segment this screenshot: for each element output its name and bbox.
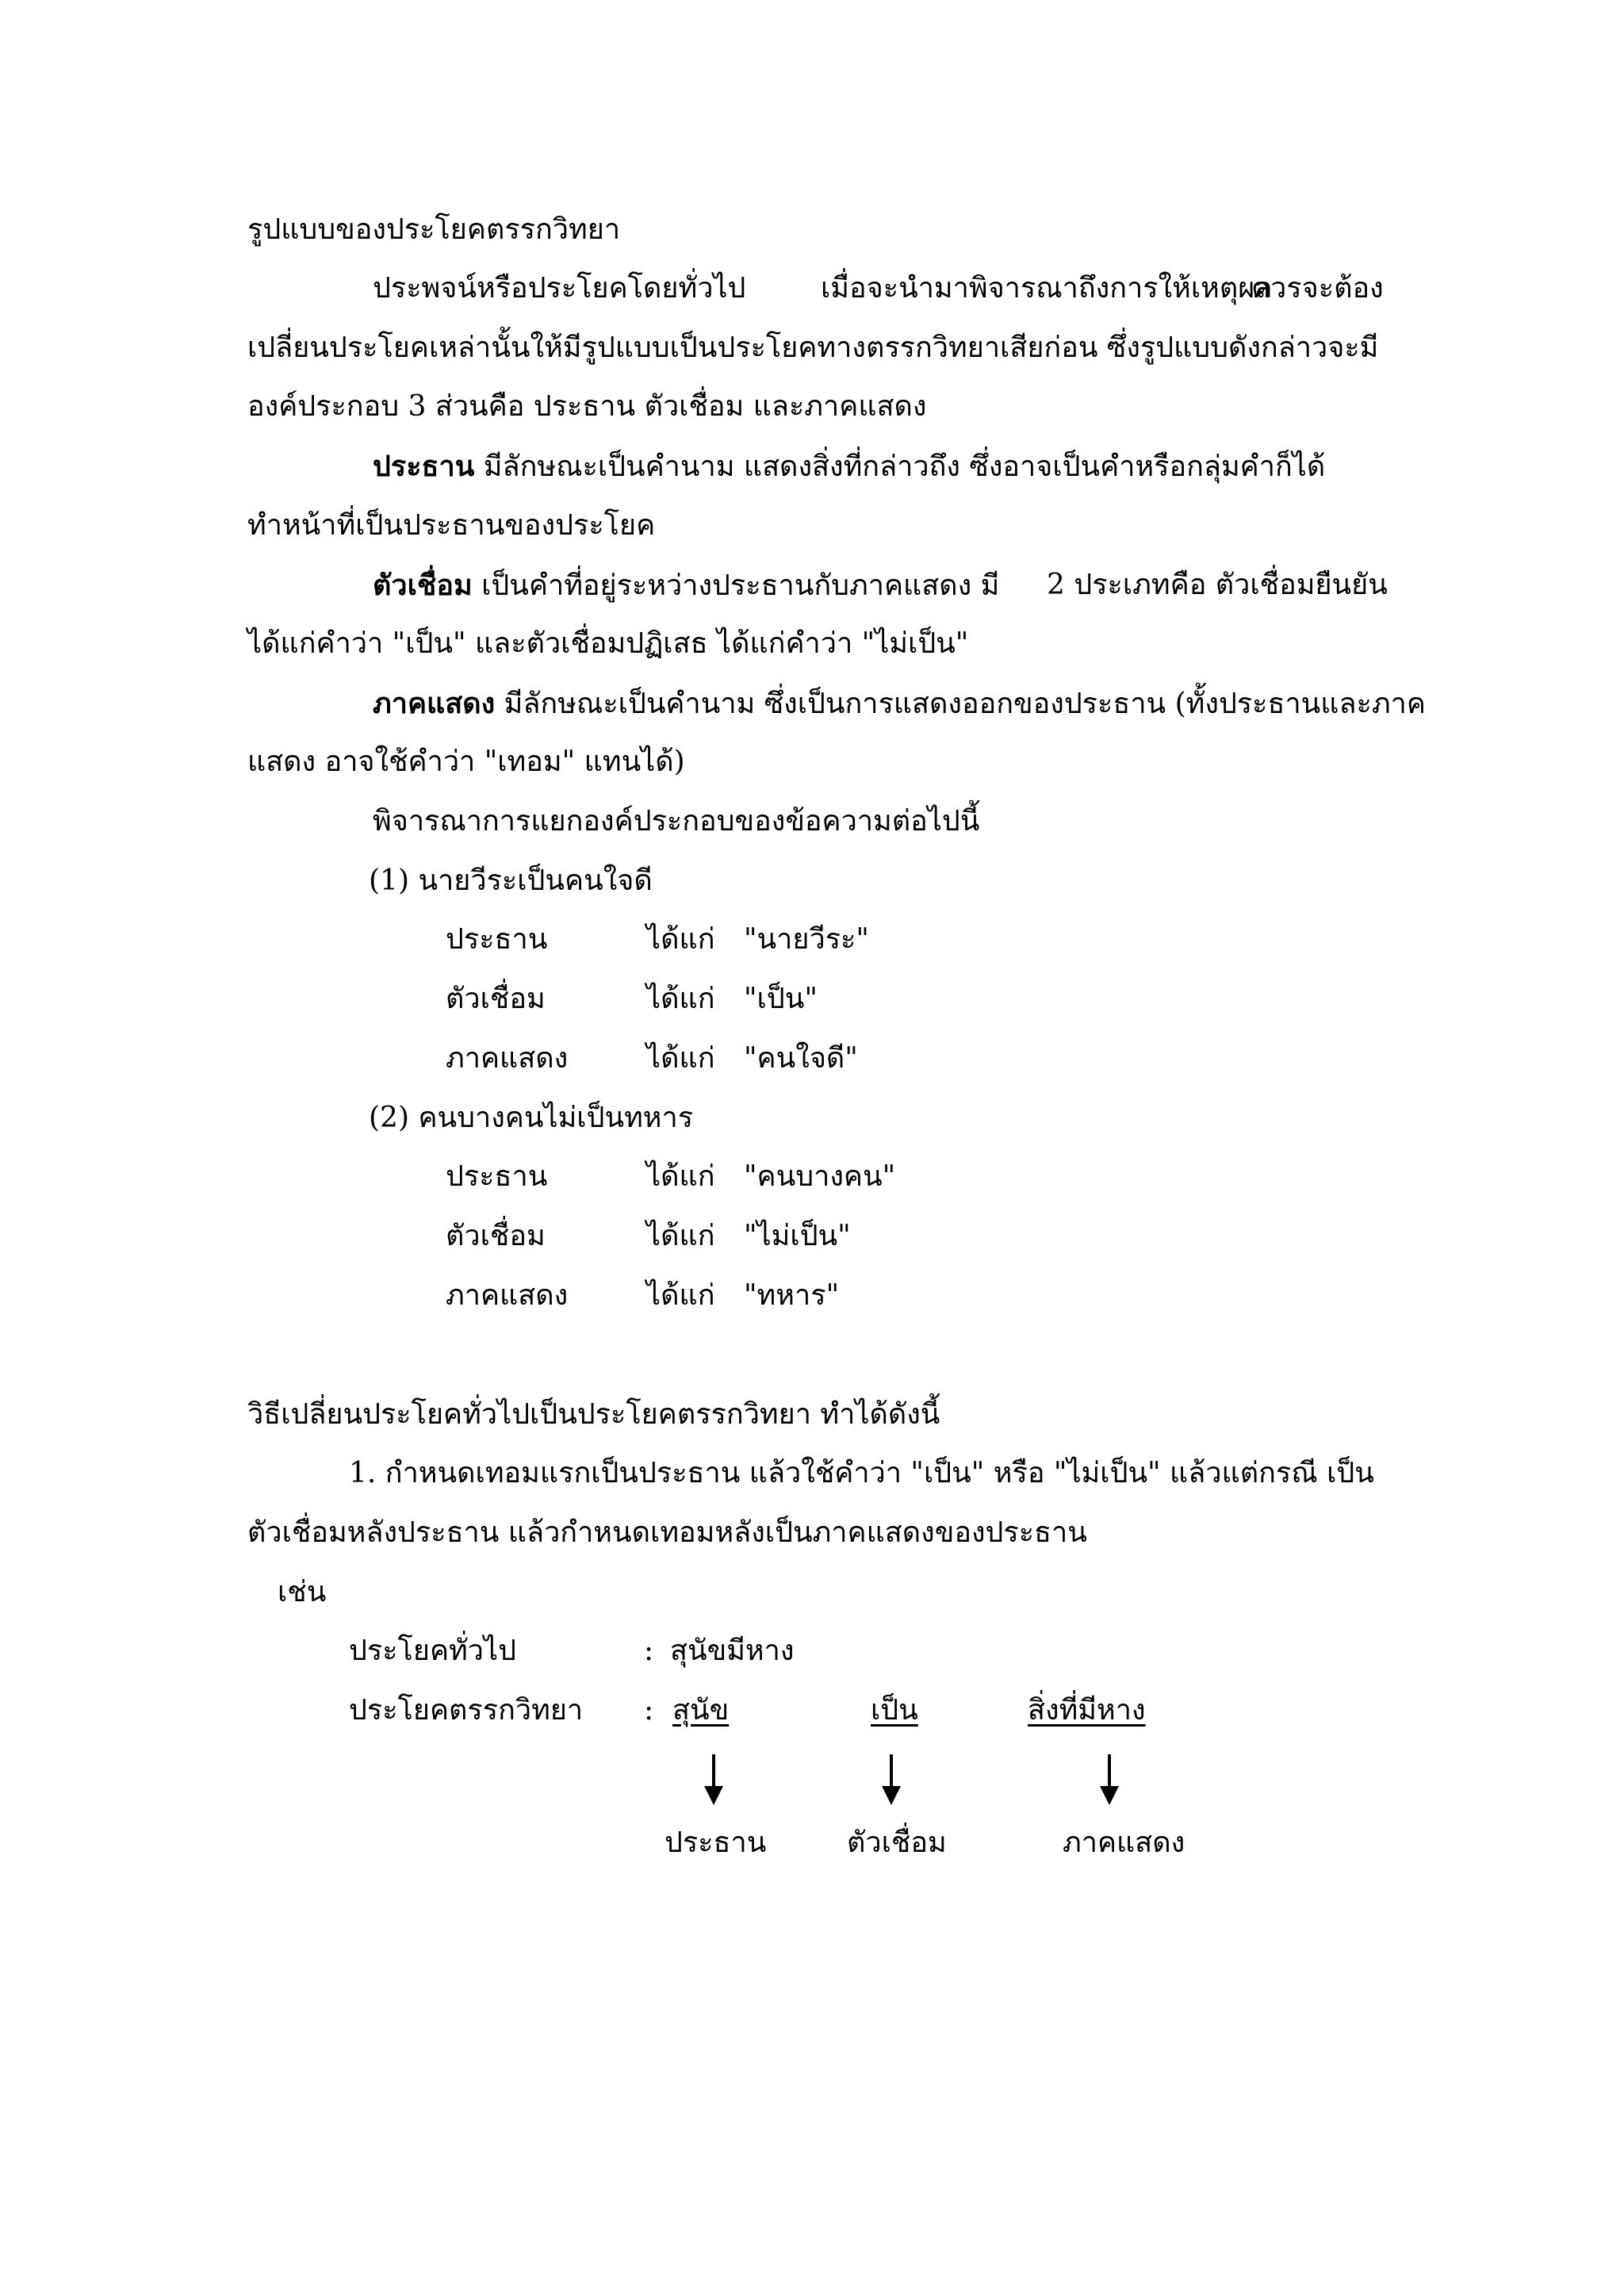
general-sentence-value: สุนัขมีหาง (670, 1635, 795, 1667)
example-2-heading: (2) คนบางคนไม่เป็นทหาร (369, 1102, 694, 1134)
predicate-definition-text: มีลักษณะเป็นคำนาม ซึ่งเป็นการแสดงออกของประธาน (ทั้งประธานและภาค (495, 688, 1426, 720)
example-2-row-value: "คนบางคน" (744, 1160, 896, 1193)
intro-line-3: องค์ประกอบ 3 ส่วนคือ ประธาน ตัวเชื่อม และภาคแสดง (247, 390, 927, 423)
example-2-row-label: ประธาน (446, 1160, 548, 1193)
section-title: รูปแบบของประโยคตรรกวิทยา (247, 213, 621, 246)
example-2-row-verb: ได้แก่ (646, 1279, 715, 1312)
subject-definition-text: มีลักษณะเป็นคำนาม แสดงสิ่งที่กล่าวถึง ซึ่งอาจเป็นคำหรือกลุ่มคำก็ได้ (474, 450, 1326, 483)
intro-line-2: เปลี่ยนประโยคเหล่านั้นให้มีรูปแบบเป็นประโยคทางตรรกวิทยาเสียก่อน ซึ่งรูปแบบดังกล่าวจะมี (247, 332, 1379, 364)
example-1-row-verb: ได้แก่ (646, 923, 715, 956)
logical-sentence-colon: : (644, 1694, 654, 1727)
subject-definition-line-1 (373, 446, 1325, 487)
copula-definition-line-2: ได้แก่คำว่า "เป็น" และตัวเชื่อมปฏิเสธ ได้แก่คำว่า "ไม่เป็น" (247, 627, 969, 660)
example-2-row-label: ภาคแสดง (446, 1279, 569, 1312)
example-1-row-value: "นายวีระ" (744, 923, 869, 956)
intro-part-1: ประพจน์หรือประโยคโดยทั่วไป (373, 272, 746, 305)
general-sentence-label: ประโยคทั่วไป (349, 1635, 516, 1667)
predicate-term: ภาคแสดง (373, 687, 496, 720)
example-2-row-label: ตัวเชื่อม (446, 1220, 546, 1252)
copula-term: ตัวเชื่อม (373, 569, 473, 602)
subject-term: ประธาน (373, 450, 475, 483)
part-copula-label: ตัวเชื่อม (847, 1826, 947, 1859)
copula-definition-line-1b: 2 ประเภทคือ ตัวเชื่อมยืนยัน (1047, 569, 1388, 601)
example-1-row-value: "เป็น" (744, 983, 818, 1015)
down-arrow-icon (882, 1754, 901, 1805)
predicate-definition-line-2: แสดง อาจใช้คำว่า "เทอม" แทนได้) (247, 746, 685, 778)
example-2-row-value: "ทหาร" (744, 1279, 840, 1312)
general-sentence-colon: : (644, 1635, 654, 1667)
example-1-row-label: ภาคแสดง (446, 1042, 569, 1075)
intro-part-3: ควรจะต้อง (1251, 272, 1384, 305)
intro-part-2: เมื่อจะนำมาพิจารณาถึงการให้เหตุผล (821, 272, 1273, 305)
copula-definition-text: เป็นคำที่อยู่ระหว่างประธานกับภาคแสดง มี (472, 569, 1000, 602)
example-2-row-verb: ได้แก่ (646, 1160, 715, 1193)
section-2-title: วิธีเปลี่ยนประโยคทั่วไปเป็นประโยคตรรกวิทยา ทำได้ดังนี้ (247, 1398, 940, 1431)
consider-text: พิจารณาการแยกองค์ประกอบของข้อความต่อไปนี้ (373, 805, 980, 838)
example-1-row-verb: ได้แก่ (646, 983, 715, 1015)
example-1-row-label: ตัวเชื่อม (446, 983, 546, 1015)
copula-definition-line-1a (373, 565, 999, 606)
logical-sentence-label: ประโยคตรรกวิทยา (349, 1694, 584, 1727)
down-arrow-icon (704, 1754, 723, 1805)
logical-copula: เป็น (871, 1694, 918, 1727)
logical-subject: สุนัข (672, 1694, 730, 1727)
example-1-row-value: "คนใจดี" (744, 1042, 858, 1075)
example-1-row-verb: ได้แก่ (646, 1042, 715, 1075)
step-1-line-1: 1. กำหนดเทอมแรกเป็นประธาน แล้วใช้คำว่า "เป็น" หรือ "ไม่เป็น" แล้วแต่กรณี เป็น (349, 1457, 1374, 1489)
part-predicate-label: ภาคแสดง (1063, 1826, 1185, 1859)
example-1-row-label: ประธาน (446, 923, 548, 956)
part-subject-label: ประธาน (665, 1826, 767, 1859)
example-label: เช่น (278, 1576, 327, 1608)
step-1-line-2: ตัวเชื่อมหลังประธาน แล้วกำหนดเทอมหลังเป็นภาคแสดงของประธาน (247, 1516, 1087, 1549)
example-2-row-value: "ไม่เป็น" (744, 1220, 851, 1252)
subject-definition-line-2: ทำหน้าที่เป็นประธานของประโยค (247, 509, 656, 542)
logical-predicate: สิ่งที่มีหาง (1028, 1694, 1146, 1727)
down-arrow-icon (1100, 1754, 1119, 1805)
predicate-definition-line-1 (373, 683, 1426, 724)
example-2-row-verb: ได้แก่ (646, 1220, 715, 1252)
example-1-heading: (1) นายวีระเป็นคนใจดี (369, 864, 653, 897)
